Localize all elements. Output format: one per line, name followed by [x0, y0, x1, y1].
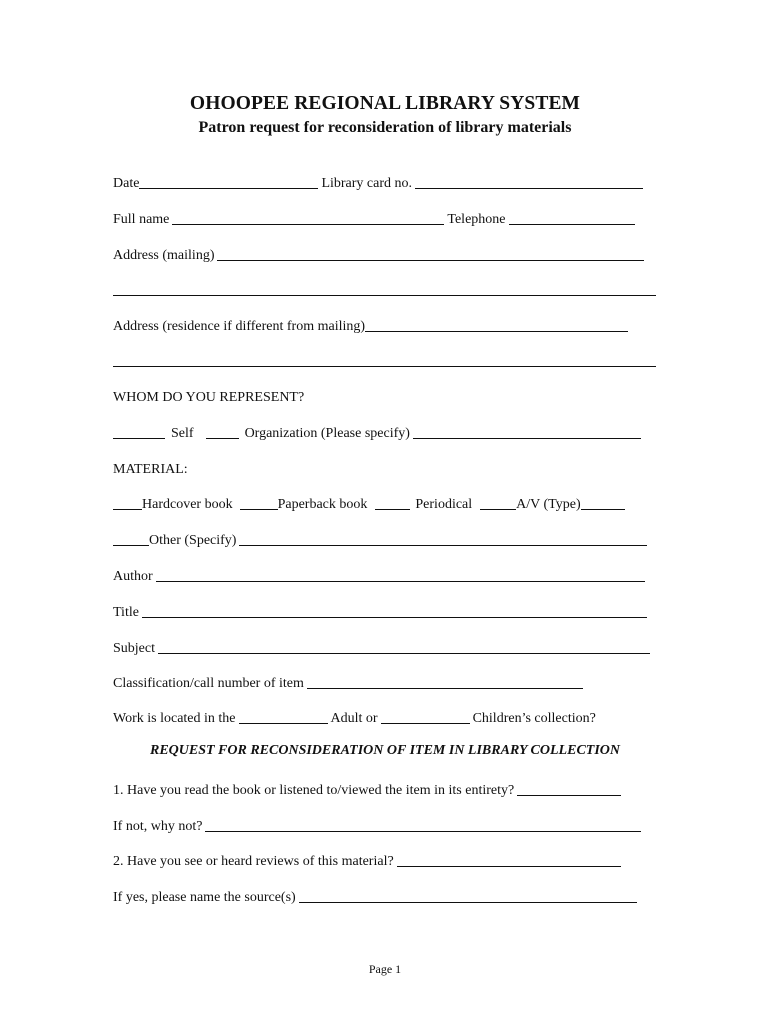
library-card-label: Library card no.	[321, 176, 413, 191]
date-label: Date	[113, 176, 140, 191]
telephone-field[interactable]	[509, 209, 635, 225]
question-1-followup-field[interactable]	[205, 816, 641, 832]
question-1-field[interactable]	[517, 780, 621, 796]
av-label: A/V (Type)	[516, 497, 581, 512]
question-1-followup-label: If not, why not?	[113, 819, 203, 834]
mailing-address-line-2[interactable]	[113, 295, 656, 296]
classification-label: Classification/call number of item	[113, 676, 304, 691]
other-label: Other (Specify)	[149, 533, 237, 548]
other-field[interactable]	[239, 530, 647, 546]
question-1-row	[113, 779, 621, 799]
question-2-label: 2. Have you see or heard reviews of this material?	[113, 854, 394, 869]
title-row	[113, 601, 647, 621]
question-1-label: 1. Have you read the book or listened to/viewed the item in its entirety?	[113, 783, 515, 798]
question-2-row	[113, 850, 621, 870]
organization-field[interactable]	[413, 423, 641, 439]
adult-checkbox-line[interactable]	[239, 708, 328, 724]
adult-label: Adult or	[330, 711, 378, 726]
material-heading: MATERIAL:	[113, 462, 188, 477]
children-label: Children’s collection?	[472, 711, 596, 726]
mailing-address-row	[113, 244, 644, 264]
organization-label: Organization (Please specify)	[244, 426, 410, 441]
telephone-label: Telephone	[447, 212, 506, 227]
subject-field[interactable]	[158, 638, 650, 654]
subject-row	[113, 637, 650, 657]
hardcover-label: Hardcover book	[142, 497, 233, 512]
author-field[interactable]	[156, 566, 645, 582]
full-name-label: Full name	[113, 212, 170, 227]
paperback-label: Paperback book	[277, 497, 368, 512]
organization-checkbox-line[interactable]	[206, 423, 239, 439]
av-type-field[interactable]	[581, 494, 625, 510]
form-title: OHOOPEE REGIONAL LIBRARY SYSTEM	[189, 93, 581, 114]
full-name-field[interactable]	[172, 209, 444, 225]
question-2-followup-field[interactable]	[299, 887, 637, 903]
form-subtitle: Patron request for reconsideration of library materials	[198, 119, 572, 136]
self-label: Self	[171, 426, 194, 441]
av-checkbox-line[interactable]	[480, 494, 516, 510]
location-label: Work is located in the	[113, 711, 236, 726]
title-label: Title	[113, 605, 139, 620]
classification-field[interactable]	[307, 673, 583, 689]
self-checkbox-line[interactable]	[113, 423, 165, 439]
residence-address-line-2[interactable]	[113, 366, 656, 367]
name-phone-row	[113, 208, 635, 228]
residence-address-label: Address (residence if different from mailing)	[113, 319, 366, 334]
classification-row	[113, 672, 583, 692]
date-card-row	[113, 172, 643, 192]
represent-options-row	[113, 422, 641, 442]
other-checkbox-line[interactable]	[113, 530, 149, 546]
residence-address-row	[113, 315, 628, 335]
question-2-followup-label: If yes, please name the source(s)	[113, 890, 296, 905]
date-field[interactable]	[139, 173, 318, 189]
author-label: Author	[113, 569, 153, 584]
mailing-address-field[interactable]	[217, 245, 644, 261]
mailing-address-label: Address (mailing)	[113, 248, 215, 263]
question-2-followup-row	[113, 886, 637, 906]
material-heading-row	[113, 458, 188, 478]
paperback-checkbox-line[interactable]	[240, 494, 278, 510]
material-type-row	[113, 493, 625, 513]
page-number: Page 1	[368, 962, 402, 976]
residence-address-field[interactable]	[365, 316, 628, 332]
represent-heading-row	[113, 386, 304, 406]
request-section-heading: REQUEST FOR RECONSIDERATION OF ITEM IN LIBRARY COLLECTION	[149, 743, 621, 758]
question-1-followup-row	[113, 815, 641, 835]
location-row	[113, 707, 596, 727]
periodical-checkbox-line[interactable]	[375, 494, 410, 510]
periodical-label: Periodical	[415, 497, 473, 512]
title-field[interactable]	[142, 602, 647, 618]
library-card-field[interactable]	[415, 173, 643, 189]
children-checkbox-line[interactable]	[381, 708, 470, 724]
material-other-row	[113, 529, 647, 549]
author-row	[113, 565, 645, 585]
subject-label: Subject	[113, 641, 155, 656]
hardcover-checkbox-line[interactable]	[113, 494, 142, 510]
represent-heading: WHOM DO YOU REPRESENT?	[113, 390, 305, 405]
question-2-field[interactable]	[397, 851, 621, 867]
